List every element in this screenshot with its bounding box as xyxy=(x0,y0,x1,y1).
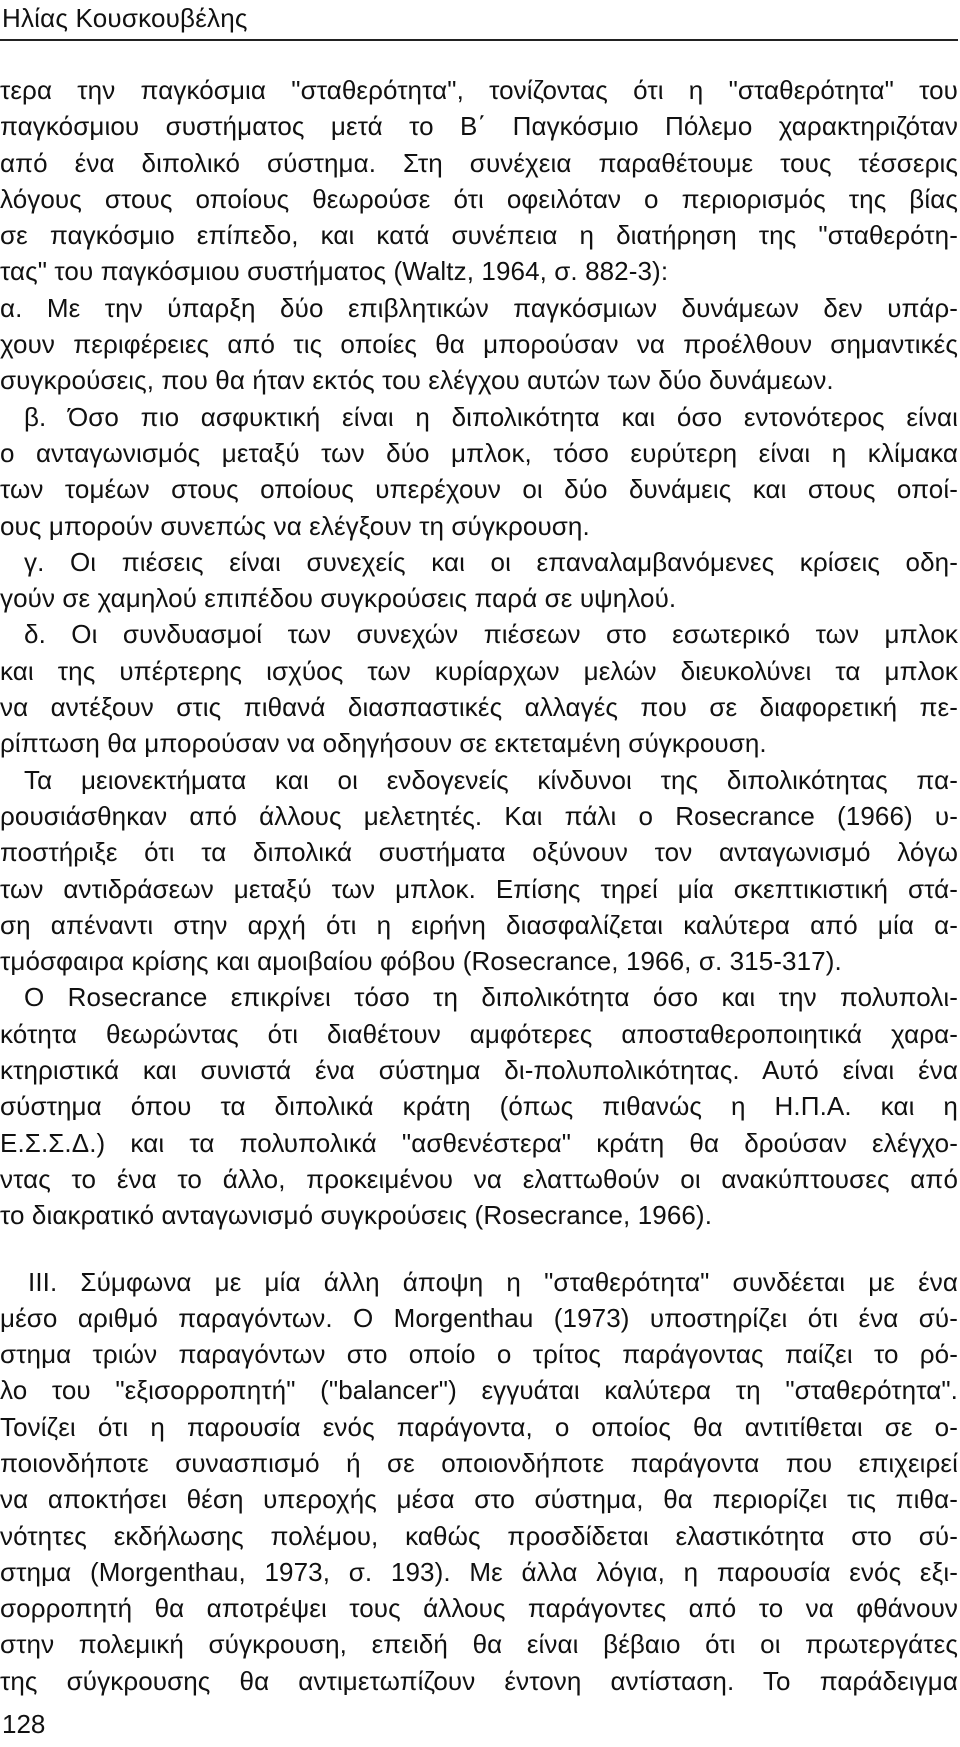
text-line: παγκόσμιου συστήματος μετά το Β΄ Παγκόσμιο Πόλεμο χαρακτηριζόταν xyxy=(0,111,958,142)
text-line: κότητα θεωρώντας ότι διαθέτουν αμφότερες αποσταθεροποιητικά χαρα- xyxy=(0,1018,958,1049)
text-line: τμόσφαιρα κρίσης και αμοιβαίου φόβου (Rosecrance, 1966, σ. 315-317). xyxy=(0,946,842,977)
list-item-beta: β. Όσο πιο ασφυκτική είναι η διπολικότητα και όσο εντονότερος είναι xyxy=(24,401,958,432)
text-line: στην πολεμική σύγκρουση, επειδή θα είναι βέβαιο ότι οι πρωτεργάτες xyxy=(0,1629,958,1660)
text-line: συγκρούσεις, που θα ήταν εκτός του ελέγχου αυτών των δύο δυνάμεων. xyxy=(0,365,834,396)
text-line: τας" του παγκόσμιου συστήματος (Waltz, 1964, σ. 882-3): xyxy=(0,256,669,287)
section-iii-start: III. Σύμφωνα με μία άλλη άποψη η "σταθερότητα" συνδέεται με ένα xyxy=(28,1266,958,1297)
text-line: ση απέναντι στην αρχή ότι η ειρήνη διασφαλίζεται καλύτερα από μία α- xyxy=(0,909,958,940)
list-item-gamma: γ. Οι πιέσεις είναι συνεχείς και οι επαναλαμβανόμενες κρίσεις οδη- xyxy=(24,546,958,577)
text-line: σύστημα όπου τα διπολικά κράτη (όπως πιθανώς η Η.Π.Α. και η xyxy=(0,1091,958,1122)
text-line: στημα τριών παραγόντων στο οποίο ο τρίτος παράγοντας παίζει το ρό- xyxy=(0,1339,958,1370)
paragraph-start: Τα μειονεκτήματα και οι ενδογενείς κίνδυνοι της διπολικότητας πα- xyxy=(24,764,958,795)
list-item-delta: δ. Οι συνδυασμοί των συνεχών πιέσεων στο εσωτερικό των μπλοκ xyxy=(24,619,958,650)
text-line: το διακρατικό ανταγωνισμό συγκρούσεις (Rosecrance, 1966). xyxy=(0,1200,713,1231)
text-line: γούν σε χαμηλού επιπέδου συγκρούσεις παρά σε υψηλού. xyxy=(0,583,677,614)
text-line: νότητες εκδήλωσης πολέμου, καθώς προσδίδεται ελαστικότητα στο σύ- xyxy=(0,1520,958,1551)
paragraph-start: Ο Rosecrance επικρίνει τόσο τη διπολικότητα όσο και την πολυπολι- xyxy=(24,982,958,1013)
list-item-alpha: α. Με την ύπαρξη δύο επιβλητικών παγκόσμιων δυνάμεων δεν υπάρ- xyxy=(0,292,958,323)
body-text xyxy=(0,72,958,1699)
text-line: λόγους στους οποίους θεωρούσε ότι οφειλόταν ο περιορισμός της βίας xyxy=(0,183,958,214)
text-line: στημα (Morgenthau, 1973, σ. 193). Με άλλα λόγια, η παρουσία ενός εξι- xyxy=(0,1556,958,1587)
text-line: των τομέων στους οποίους υπερέχουν οι δύο δυνάμεις και στους οποί- xyxy=(0,474,958,505)
text-line: χουν περιφέρειες από τις οποίες θα μπορούσαν να προέλθουν σημαντικές xyxy=(0,329,958,360)
text-line: από ένα διπολικό σύστημα. Στη συνέχεια παραθέτουμε τους τέσσερις xyxy=(0,147,958,178)
header-divider xyxy=(0,39,958,41)
text-line: Τονίζει ότι η παρουσία ενός παράγοντα, ο οποίος θα αντιτίθεται σε ο- xyxy=(0,1411,958,1442)
text-line: σε παγκόσμιο επίπεδο, και κατά συνέπεια η διατήρηση της "σταθερότη- xyxy=(0,220,958,251)
text-line: σορροπητή θα αποτρέψει τους άλλους παράγοντες από το να φθάνουν xyxy=(0,1593,958,1624)
text-line: ποστήριξε ότι τα διπολικά συστήματα οξύνουν τον ανταγωνισμό λόγω xyxy=(0,837,958,868)
text-line: ποιονδήποτε συνασπισμό ή σε οποιονδήποτε παράγοντα που επιχειρεί xyxy=(0,1447,958,1478)
text-line: Ε.Σ.Σ.Δ.) και τα πολυπολικά "ασθενέστερα" κράτη θα δρούσαν ελέγχο- xyxy=(0,1127,958,1158)
text-line: της σύγκρουσης θα αντιμετωπίζουν έντονη αντίσταση. Το παράδειγμα xyxy=(0,1665,958,1696)
text-line: ντας το ένα το άλλο, προκειμένου να ελαττωθούν οι ανακύπτουσες από xyxy=(0,1163,958,1194)
text-line: να αντέξουν στις πιθανά διασπαστικές αλλαγές που σε διαφορετική πε- xyxy=(0,692,958,723)
text-line: ρουσιάσθηκαν από άλλους μελετητές. Και πάλι ο Rosecrance (1966) υ- xyxy=(0,800,958,831)
text-line: να αποκτήσει θέση υπεροχής μέσα στο σύστημα, θα περιορίζει τις πιθα- xyxy=(0,1484,958,1515)
text-line: και της υπέρτερης ισχύος των κυρίαρχων μελών διευκολύνει τα μπλοκ xyxy=(0,655,958,686)
text-line: ρίπτωση θα μπορούσαν να οδηγήσουν σε εκτεταμένη σύγκρουση. xyxy=(0,728,767,759)
running-title: Ηλίας Κουσκουβέλης xyxy=(2,3,248,33)
text-line: λο του "εξισορροπητή" ("balancer") εγγυάται καλύτερα τη "σταθερότητα". xyxy=(0,1375,958,1406)
text-line: κτηριστικά και συνιστά ένα σύστημα δι-πολυπολικότητας. Αυτό είναι ένα xyxy=(0,1055,958,1086)
text-line: των αντιδράσεων μεταξύ των μπλοκ. Επίσης τηρεί μία σκεπτικιστική στά- xyxy=(0,873,958,904)
text-line: τερα την παγκόσμια "σταθερότητα", τονίζοντας ότι η "σταθερότητα" του xyxy=(0,75,958,105)
page-number: 128 xyxy=(2,1709,46,1739)
text-line: ο ανταγωνισμός μεταξύ των δύο μπλοκ, τόσο ευρύτερη είναι η κλίμακα xyxy=(0,437,958,468)
text-line: μέσο αριθμό παραγόντων. Ο Morgenthau (1973) υποστηρίζει ότι ένα σύ- xyxy=(0,1302,958,1333)
text-line: ους μπορούν συνεπώς να ελέγξουν τη σύγκρουση. xyxy=(0,510,590,541)
